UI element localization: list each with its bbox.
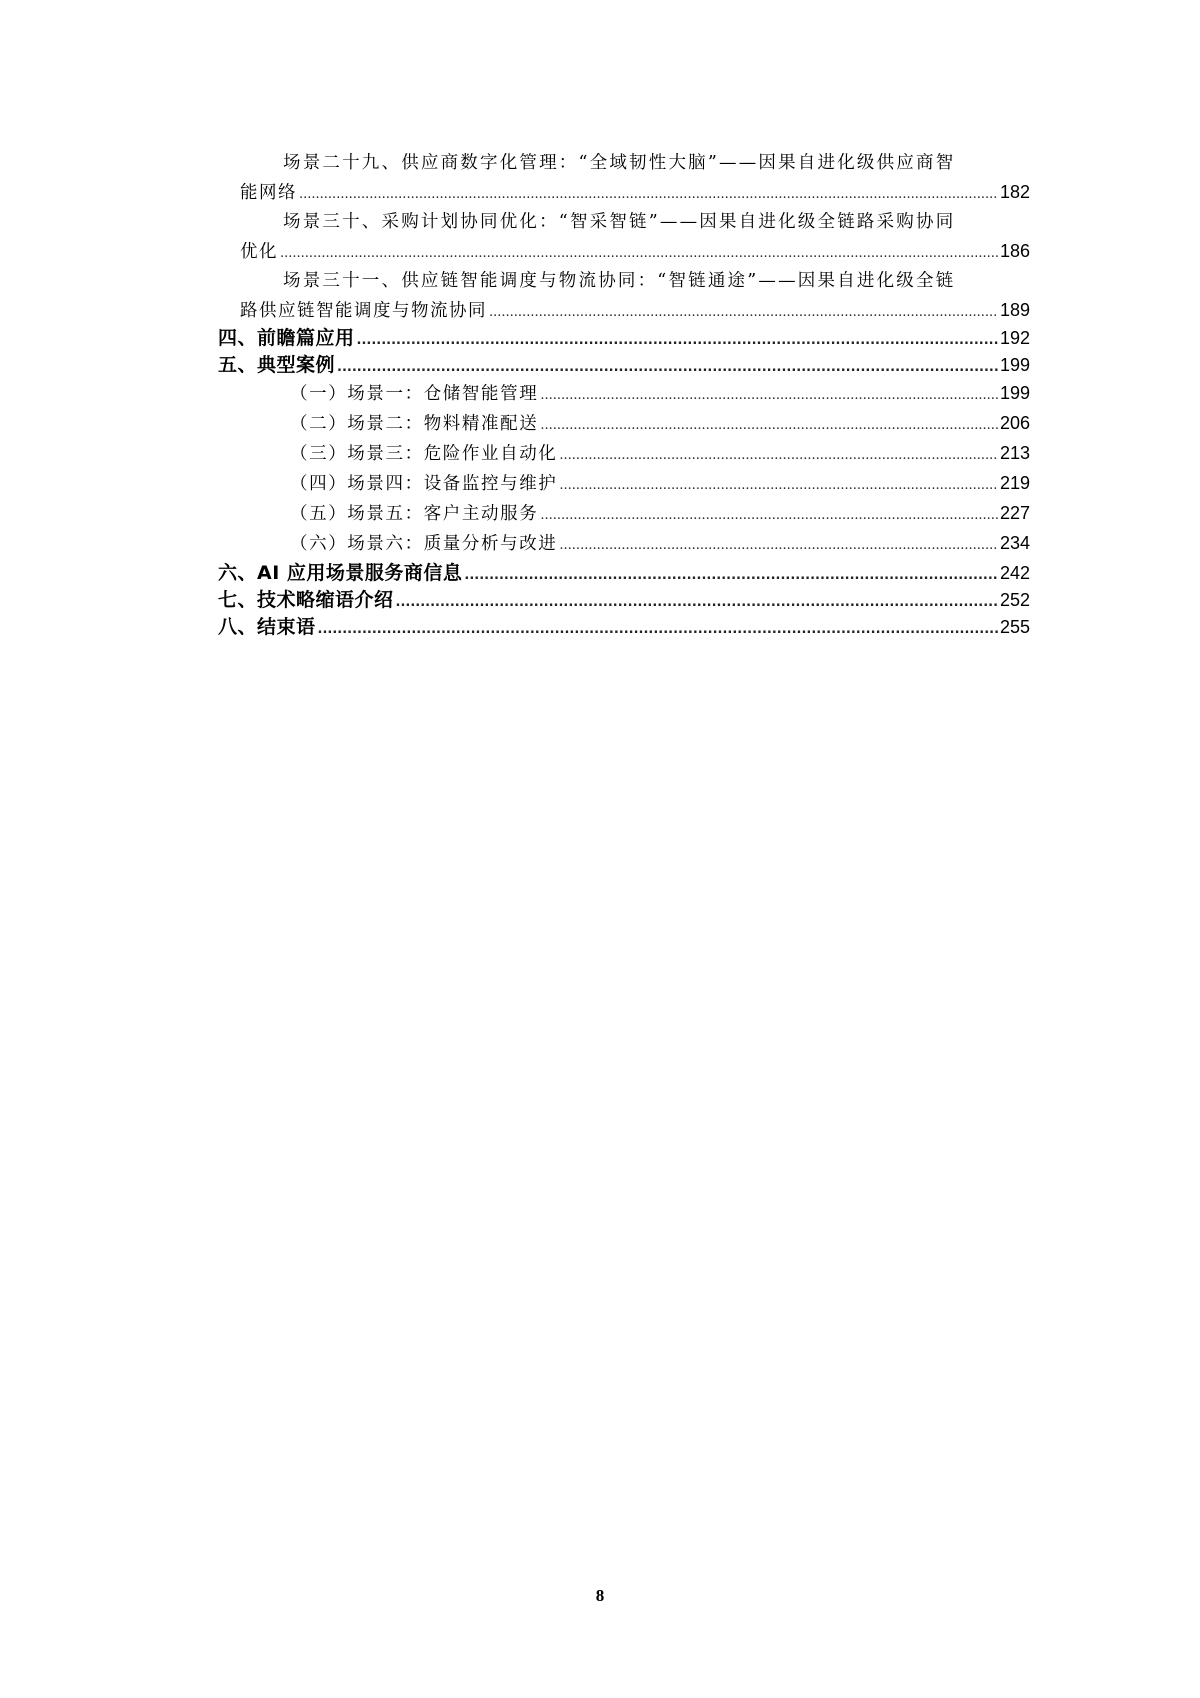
toc-entry-case-5[interactable]: [290, 498, 1030, 528]
toc-page-number: 199: [999, 355, 1030, 375]
toc-entry-label: 场景三十一、供应链智能调度与物流协同：“智链通途”——因果自进化级全链: [283, 271, 956, 291]
toc-entry-label: 优化: [240, 242, 278, 262]
toc-entry-case-3[interactable]: [290, 438, 1030, 468]
toc-entry-chapter-7[interactable]: [218, 585, 1030, 615]
toc-entry-case-2[interactable]: [290, 408, 1030, 438]
leader-dots: [559, 531, 998, 561]
leader-dots: [540, 411, 998, 441]
toc-entry-scene-29-line2[interactable]: [240, 177, 1030, 207]
toc-entry-label: （二）场景二：物料精准配送: [290, 414, 539, 434]
toc-page-number: 199: [999, 383, 1030, 403]
leader-dots: [280, 239, 998, 269]
toc-page-number: 252: [999, 590, 1030, 610]
toc-page-number: 242: [999, 563, 1030, 583]
leader-dots: [540, 501, 998, 531]
toc-entry-label: （三）场景三：危险作业自动化: [290, 444, 558, 464]
toc-entry-label: （四）场景四：设备监控与维护: [290, 474, 558, 494]
leader-dots: [318, 615, 998, 645]
toc-entry-label: 四、前瞻篇应用: [218, 327, 355, 349]
leader-dots: [299, 180, 998, 210]
toc-entry-label: 路供应链智能调度与物流协同: [240, 301, 487, 321]
leader-dots: [559, 471, 998, 501]
toc-page-number: 213: [999, 443, 1030, 463]
toc-entry-label: （五）场景五：客户主动服务: [290, 504, 539, 524]
toc-page-number: 206: [999, 413, 1030, 433]
toc-page-number: 219: [999, 473, 1030, 493]
toc-entry-label: 场景二十九、供应商数字化管理：“全域韧性大脑”——因果自进化级供应商智: [283, 153, 956, 173]
toc-entry-chapter-4[interactable]: [218, 323, 1030, 353]
leader-dots: [559, 441, 998, 471]
leader-dots: [540, 381, 998, 411]
toc-page-number: 234: [999, 533, 1030, 553]
toc-entry-case-1[interactable]: [290, 378, 1030, 408]
toc-entry-label: 八、结束语: [218, 616, 316, 638]
toc-entry-label: 场景三十、采购计划协同优化：“智采智链”——因果自进化级全链路采购协同: [283, 212, 956, 232]
toc-entry-label: 七、技术略缩语介绍: [218, 589, 394, 611]
toc-entry-chapter-6[interactable]: [218, 558, 1030, 588]
toc-entry-chapter-5[interactable]: [218, 350, 1030, 380]
toc-page-number: 186: [999, 241, 1030, 261]
toc-page-number: 189: [999, 300, 1030, 320]
toc-entry-label: 五、典型案例: [218, 354, 336, 376]
toc-entry-label: 六、AI 应用场景服务商信息: [218, 562, 463, 584]
toc-page-number: 255: [999, 617, 1030, 637]
toc-entry-label: （六）场景六：质量分析与改进: [290, 534, 558, 554]
toc-entry-scene-31-line1[interactable]: [283, 266, 1030, 296]
toc-entry-case-4[interactable]: [290, 468, 1030, 498]
toc-entry-chapter-8[interactable]: [218, 612, 1030, 642]
toc-entry-label: （一）场景一：仓储智能管理: [290, 384, 539, 404]
toc-entry-label: 能网络: [240, 183, 297, 203]
toc-entry-scene-31-line2[interactable]: [240, 295, 1030, 325]
toc-entry-scene-29-line1[interactable]: [283, 148, 1030, 178]
toc-entry-scene-30-line1[interactable]: [283, 207, 1030, 237]
toc-page-number: 227: [999, 503, 1030, 523]
toc-page-number: 192: [999, 328, 1030, 348]
toc-page-number: 182: [999, 182, 1030, 202]
toc-entry-case-6[interactable]: [290, 528, 1030, 558]
page-number: 8: [595, 1586, 605, 1605]
toc-entry-scene-30-line2[interactable]: [240, 236, 1030, 266]
